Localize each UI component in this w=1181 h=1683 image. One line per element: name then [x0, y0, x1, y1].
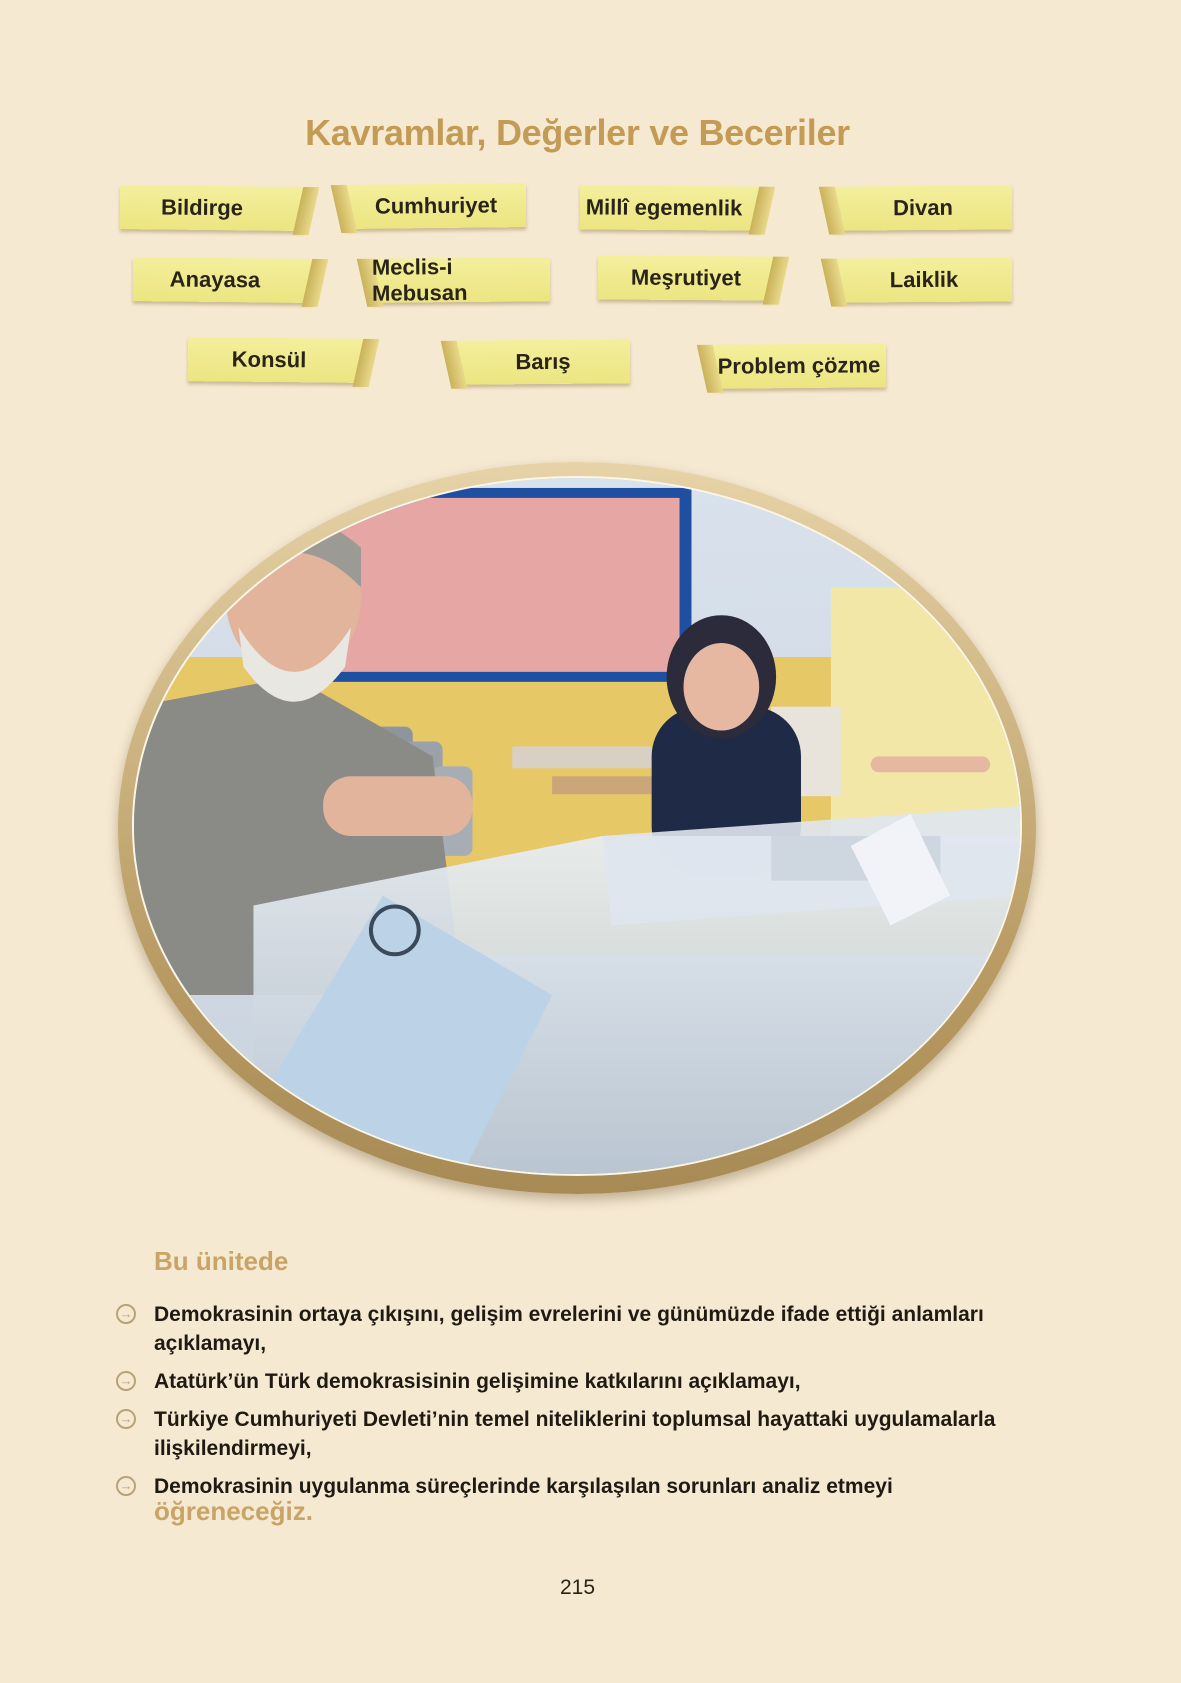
concept-label: Konsül	[231, 346, 307, 373]
arrow-circle-icon: →	[116, 1371, 136, 1391]
goal-text: Atatürk’ün Türk demokrasisinin gelişimine katkılarını açıklamayı,	[154, 1370, 801, 1393]
learning-goals-list	[116, 1300, 1076, 1510]
concept-label: Meclis-i Mebusan	[371, 254, 468, 306]
goal-item	[116, 1367, 1076, 1396]
concept-label: Bildirge	[160, 194, 244, 221]
voting-illustration	[134, 478, 1020, 1174]
concept-note	[836, 257, 1012, 302]
concept-note	[712, 343, 886, 389]
goal-item	[116, 1300, 1076, 1358]
concept-label: Meşrutiyet	[630, 264, 742, 291]
concept-label: Barış	[515, 348, 571, 375]
concept-note	[120, 185, 304, 231]
concept-label: Anayasa	[169, 266, 261, 293]
concept-label: Millî egemenlik	[585, 194, 743, 221]
note-fold	[441, 341, 468, 389]
goal-text: Demokrasinin ortaya çıkışını, gelişim evrelerini ve günümüzde ifade ettiği anlamları açıklamayı,	[154, 1303, 984, 1355]
concept-label: Cumhuriyet	[374, 192, 498, 219]
concept-label: Problem çözme	[717, 352, 881, 379]
arrow-circle-icon: →	[116, 1304, 136, 1324]
note-fold	[353, 339, 380, 387]
concept-note	[580, 185, 760, 230]
note-fold	[331, 185, 358, 233]
note-fold	[302, 259, 329, 307]
concept-note	[346, 183, 526, 229]
unit-heading: Bu ünitede	[154, 1246, 289, 1276]
closing-text: öğreneceğiz.	[154, 1496, 313, 1526]
note-fold	[763, 257, 790, 305]
concept-note	[371, 254, 550, 306]
concept-note	[456, 339, 630, 385]
goal-text: Demokrasinin uygulanma süreçlerinde karşılaşılan sorunları analiz etmeyi	[154, 1475, 893, 1498]
page-title: Kavramlar, Değerler ve Beceriler	[305, 112, 850, 153]
note-fold	[293, 187, 320, 235]
arrow-circle-icon: →	[116, 1476, 136, 1496]
note-fold	[819, 187, 846, 235]
concept-note	[133, 257, 313, 303]
concept-note	[188, 337, 364, 383]
note-fold	[749, 187, 776, 235]
concept-label: Laiklik	[889, 266, 959, 293]
concept-note	[834, 185, 1012, 230]
page-number: 215	[559, 1576, 596, 1599]
photo-frame	[118, 462, 1036, 1194]
concept-note	[598, 255, 774, 300]
voting-photo	[132, 476, 1022, 1176]
concept-label: Divan	[892, 194, 954, 221]
note-fold	[821, 259, 848, 307]
goal-text: Türkiye Cumhuriyeti Devleti’nin temel niteliklerini toplumsal hayattaki uygulamalarla ilişkilendirmeyi,	[154, 1408, 996, 1460]
arrow-circle-icon: →	[116, 1409, 136, 1429]
goal-item	[116, 1405, 1034, 1463]
